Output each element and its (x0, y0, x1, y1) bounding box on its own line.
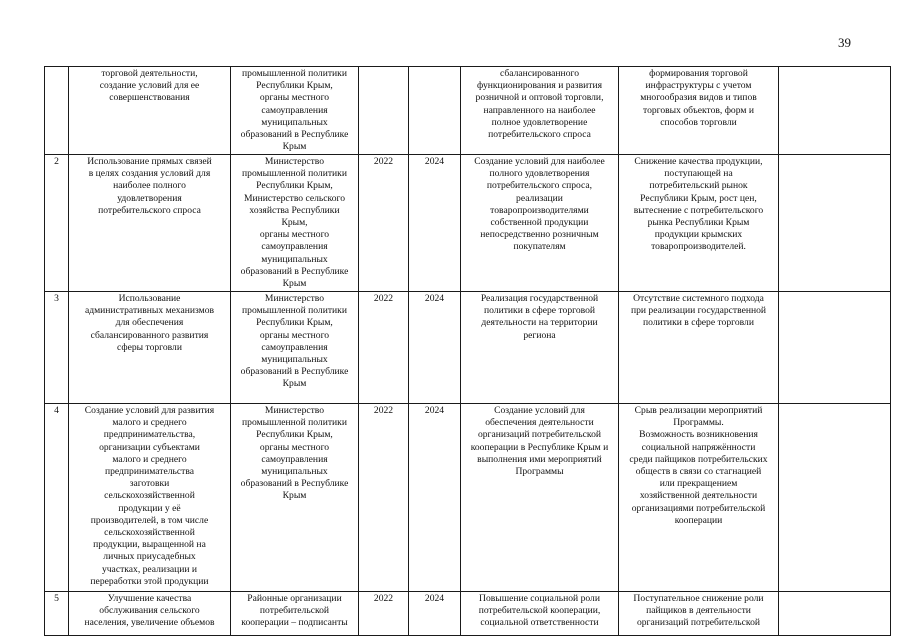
measures-table (44, 66, 891, 636)
consequence-cell: Отсутствие системного подхода при реализации государственной политики в сфере торговли (619, 292, 779, 404)
start-year-cell: 2022 (359, 155, 409, 292)
expected-result-cell: Создание условий для обеспечения деятельности организаций потребительской кооперации в Республике Крым и выполнения ими мероприятий Программы (461, 404, 619, 592)
expected-result-cell: сбалансированного функционирования и развития розничной и оптовой торговли, направленного на наиболее полное удовлетворение потребительского спроса (461, 67, 619, 155)
table-row (45, 292, 891, 404)
end-year-cell: 2024 (409, 155, 461, 292)
measure-name-cell: торговой деятельности, создание условий для ее совершенствования (69, 67, 231, 155)
measure-name-cell: Использование прямых связей в целях создания условий для наиболее полного удовлетворения потребительского спроса (69, 155, 231, 292)
measure-name-cell: Улучшение качества обслуживания сельского населения, увеличение объемов (69, 592, 231, 636)
end-year-cell: 2024 (409, 592, 461, 636)
executor-cell: Министерство промышленной политики Республики Крым, органы местного самоуправления муниципальных образований в Республике Крым (231, 292, 359, 404)
end-year-cell (409, 67, 461, 155)
executor-cell: промышленной политики Республики Крым, органы местного самоуправления муниципальных образований в Республике Крым (231, 67, 359, 155)
executor-cell: Министерство промышленной политики Республики Крым, Министерство сельского хозяйства Республики Крым, органы местного самоуправления муниципальных образований в Республике Крым (231, 155, 359, 292)
start-year-cell (359, 67, 409, 155)
table-row (45, 592, 891, 636)
executor-cell: Министерство промышленной политики Республики Крым, органы местного самоуправления муниципальных образований в Республике Крым (231, 404, 359, 592)
row-number-cell: 4 (45, 404, 69, 592)
expected-result-cell: Реализация государственной политики в сфере торговой деятельности на территории региона (461, 292, 619, 404)
extra-cell (779, 292, 891, 404)
end-year-cell: 2024 (409, 404, 461, 592)
consequence-cell: Срыв реализации мероприятий Программы. Возможность возникновения социальной напряжённости среди пайщиков потребительских обществ в связи со стагнацией или прекращением хозяйственной деятельности организациями потребительской кооперации (619, 404, 779, 592)
consequence-cell: формирования торговой инфраструктуры с учетом многообразия видов и типов торговых объектов, форм и способов торговли (619, 67, 779, 155)
consequence-cell: Поступательное снижение роли пайщиков в деятельности организаций потребительской (619, 592, 779, 636)
executor-cell: Районные организации потребительской кооперации – подписанты (231, 592, 359, 636)
expected-result-cell: Создание условий для наиболее полного удовлетворения потребительского спроса, реализации товаропроизводителями собственной продукции непосредственно розничным покупателям (461, 155, 619, 292)
page-number: 39 (838, 35, 851, 50)
row-number-cell: 2 (45, 155, 69, 292)
extra-cell (779, 155, 891, 292)
extra-cell (779, 592, 891, 636)
row-number-cell (45, 67, 69, 155)
row-number-cell: 5 (45, 592, 69, 636)
consequence-cell: Снижение качества продукции, поступающей на потребительский рынок Республики Крым, рост цен, вытеснение с потребительского рынка Республики Крым продукции крымских товаропроизводителей. (619, 155, 779, 292)
expected-result-cell: Повышение социальной роли потребительской кооперации, социальной ответственности (461, 592, 619, 636)
extra-cell (779, 67, 891, 155)
table-row (45, 404, 891, 592)
table-row (45, 67, 891, 155)
measure-name-cell: Использование административных механизмов для обеспечения сбалансированного развития сферы торговли (69, 292, 231, 404)
row-number-cell: 3 (45, 292, 69, 404)
start-year-cell: 2022 (359, 404, 409, 592)
measure-name-cell: Создание условий для развития малого и среднего предпринимательства, организации субъектами малого и среднего предпринимательства заготовки сельскохозяйственной продукции у её производителей, в том числе сельскохозяйственной продукции, выращенной на личных приусадебных участках, реализации и переработки этой продукции (69, 404, 231, 592)
start-year-cell: 2022 (359, 292, 409, 404)
extra-cell (779, 404, 891, 592)
table-row (45, 155, 891, 292)
end-year-cell: 2024 (409, 292, 461, 404)
start-year-cell: 2022 (359, 592, 409, 636)
